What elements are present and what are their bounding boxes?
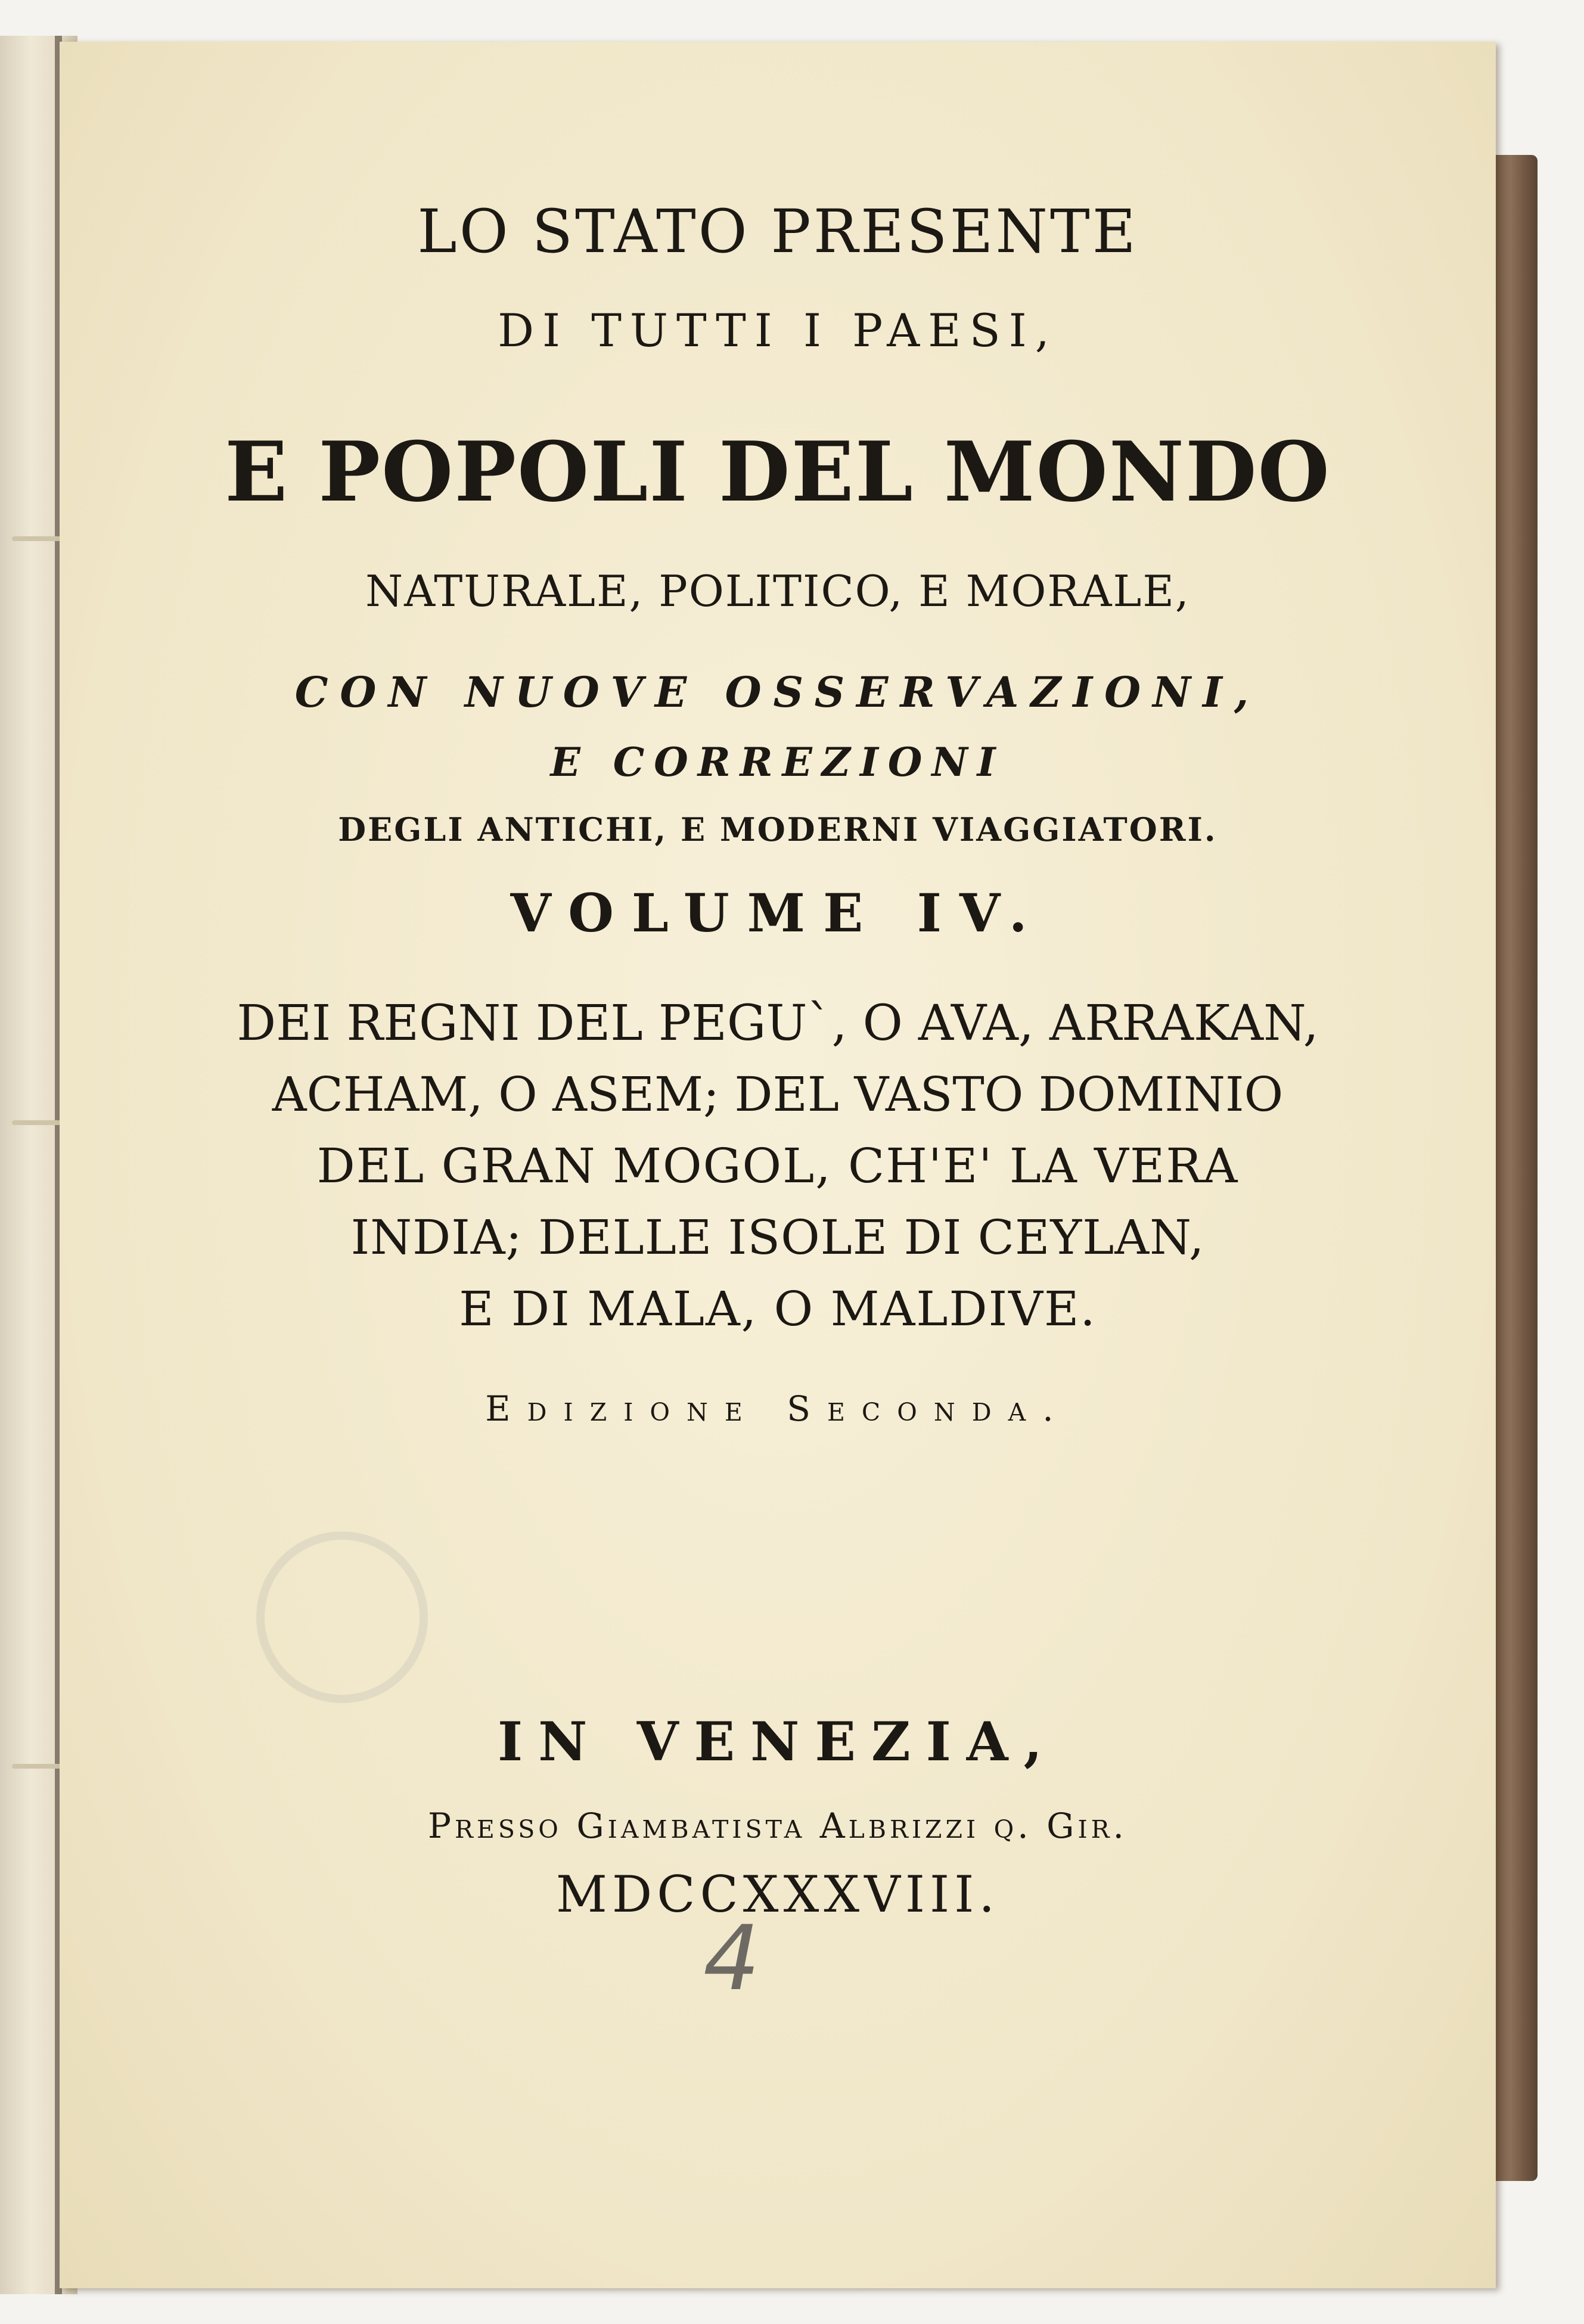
subtitle-line-2: DEGLI ANTICHI, E MODERNI VIAGGIATORI. [338,810,1217,849]
main-title: E POPOLI DEL MONDO [225,423,1331,520]
handwritten-volume-mark: 4 [703,1907,760,2011]
contents-line: DEI REGNI DEL PEGU`, O AVA, ARRAKAN, [237,995,1319,1052]
show-through-initial [256,1531,428,1703]
imprint-year: MDCCXXXVIII. [555,1865,1000,1924]
title-line-2: DI TUTTI I PAESI, [498,304,1058,357]
title-line-1: LO STATO PRESENTE [417,197,1138,266]
volume-label: VOLUME IV. [510,882,1045,944]
contents-line: DEL GRAN MOGOL, CH'E' LA VERA [316,1138,1239,1194]
subtitle-line: NATURALE, POLITICO, E MORALE, [365,566,1190,616]
contents-line: ACHAM, O ASEM; DEL VASTO DOMINIO [272,1067,1284,1122]
edition-label: Edizione Seconda. [485,1388,1070,1429]
title-page [60,42,1496,2288]
italic-line-1: CON NUOVE OSSERVAZIONI, [294,667,1261,717]
imprint-place: IN VENEZIA, [498,1710,1058,1773]
italic-line-2: E CORREZIONI [550,739,1005,785]
contents-line: INDIA; DELLE ISOLE DI CEYLAN, [350,1210,1205,1265]
imprint-publisher: Presso Giambatista Albrizzi q. Gir. [428,1806,1128,1846]
contents-line: E DI MALA, O MALDIVE. [459,1281,1097,1337]
